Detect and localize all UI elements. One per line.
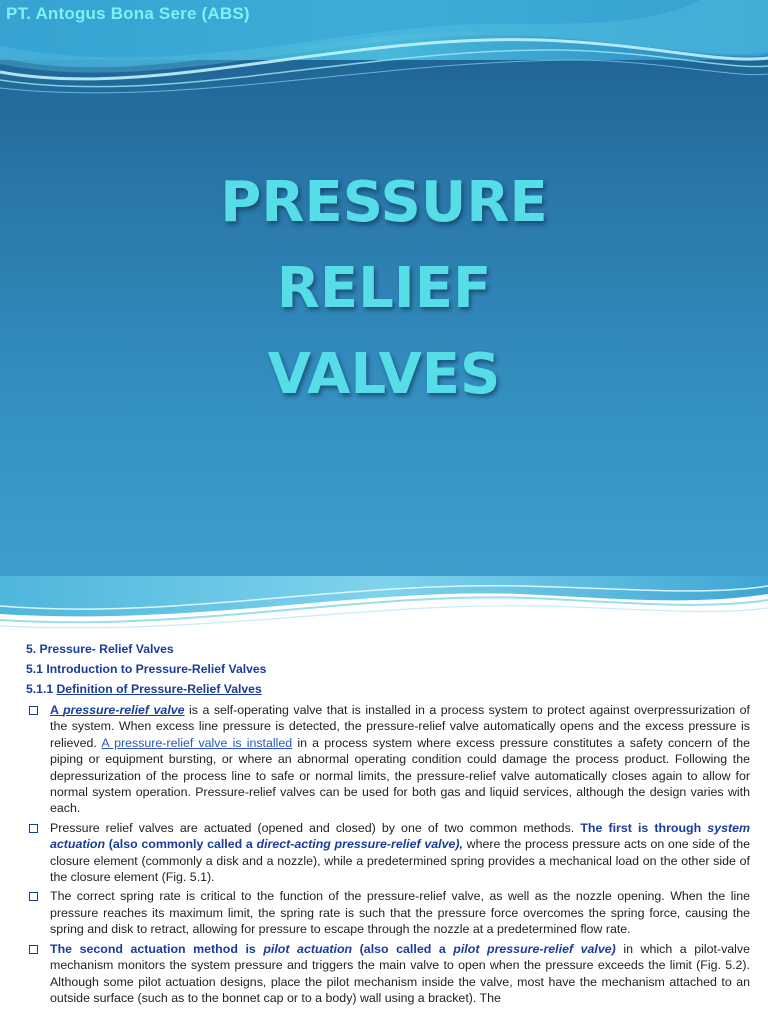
installed-link[interactable]: A pressure-relief valve is installed [101, 735, 293, 750]
square-bullet-icon [29, 706, 38, 715]
title-line-3: VALVES [267, 342, 501, 407]
sub-subsection-number: 5.1.1 [26, 682, 57, 696]
bullet1-lead: A [50, 703, 63, 717]
bullet3-text: The correct spring rate is critical to the function of the pressure-relief valve, as well as the nozzle opening. When the line pressure reaches its maximum limit, the spring rate is such that the pressure force overcomes the spring force, causing the spring and disk to retract, allowing for pressure to escape through the nozzle at a predetermined flow rate. [50, 889, 750, 937]
bullet2-text-1: Pressure relief valves are actuated (opened and closed) by one of two common methods. [50, 820, 581, 835]
sub-subsection-heading [26, 679, 750, 699]
bullet-actuation-methods [26, 820, 750, 886]
bullet2-text-2: where the process pressure acts on one side of the closure element (commonly a disk and a nozzle), while a predetermined spring provides a mechanical load on the other side of the closure element (Fig. 5.1). [50, 837, 750, 885]
term-system-actuation: system actuation [50, 820, 751, 852]
term-direct-acting: direct-acting pressure-relief valve), [256, 837, 463, 852]
bullet-definition [26, 702, 750, 817]
sub-subsection-title: Definition of Pressure-Relief Valves [56, 682, 262, 696]
content-slide [0, 576, 768, 1024]
bullet2-bold-1: The first is through [580, 820, 708, 835]
content-body [26, 639, 750, 1006]
company-name: PT. Antogus Bona Sere (ABS) [6, 4, 250, 23]
bullet-spring-rate [26, 888, 750, 937]
square-bullet-icon [29, 824, 38, 833]
square-bullet-icon [29, 945, 38, 954]
term-pressure-relief-valve: pressure-relief valve [62, 703, 185, 717]
wave-decoration-top [0, 576, 768, 636]
title-line-2: RELIEF [276, 256, 492, 321]
bullet2-bold-2: (also commonly called a [105, 837, 257, 852]
square-bullet-icon [29, 892, 38, 901]
subsection-heading: 5.1 Introduction to Pressure-Relief Valves [26, 662, 267, 676]
bullet4-bold-2: (also called a [352, 941, 454, 956]
bullet1-text-2: in a process system where excess pressure constitutes a safety concern of the piping or equipment bursting, or where an abnormal operating condition could damage the process product. Following the depressurization of the process line to safe or normal limits, the pressure-relief valve automatically closes again to allow for normal system operation. Pressure-relief valves can be used for both gas and liquid services, although the design varies with each. [50, 735, 751, 816]
bullet4-bold-1: The second actuation method is [50, 941, 264, 956]
section-heading: 5. Pressure- Relief Valves [26, 642, 174, 656]
term-pilot-prv: pilot pressure-relief valve) [453, 941, 616, 956]
presentation-title [0, 160, 768, 418]
bullet4-text: in which a pilot-valve mechanism monitors the system pressure and triggers the main valve to open when the pressure exceeds the limit (Fig. 5.2). Although some pilot actuation designs, place the pilot mechanism inside the valve, most have the mechanism attached to an outside surface (such as to the bonnet cap or to a body) wall using a bracket). The [50, 941, 750, 1005]
title-line-1: PRESSURE [220, 170, 548, 235]
term-pilot-actuation: pilot actuation [263, 941, 353, 956]
bullet-pilot-actuation [26, 941, 750, 1007]
bullet1-text-1: is a self-operating valve that is installed in a process system to protect against overpressurization of the system. When excess line pressure is detected, the pressure-relief valve automatically opens and the excess pressure is relieved. [50, 703, 750, 750]
